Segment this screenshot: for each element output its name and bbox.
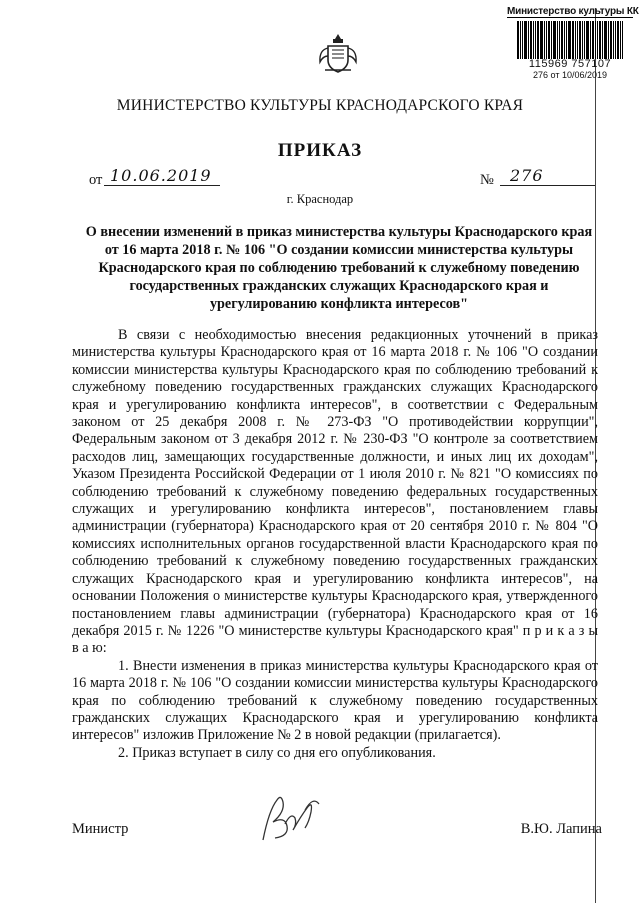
barcode-bar xyxy=(602,21,603,59)
barcode-bar xyxy=(535,21,536,59)
barcode-bar xyxy=(577,21,578,59)
document-type: ПРИКАЗ xyxy=(277,140,363,161)
barcode-bar xyxy=(557,21,558,59)
barcode-bar xyxy=(590,21,591,59)
barcode-bar xyxy=(520,21,521,59)
barcode-bar xyxy=(551,21,552,59)
barcode-bar xyxy=(524,21,527,59)
preamble-paragraph: В связи с необходимостью внесения редакционных уточнений в приказ министерства культуры Краснодарского края от 16 марта 2018 г. № 106 "О создании комиссии министерства культуры Краснодарского края по соблюдению требований к служебному поведению государственных гражданских служащих Краснодарского края и урегулированию конфликта интересов", в соответствии с Федеральным законом от 25 декабря 2008 г. № 273-ФЗ "О противодействии коррупции", Федеральным законом от 3 декабря 2012 г. № 230-ФЗ "О контроле за соответствием расходов лиц, замещающих государственные должности, и иных лиц их доходам", Указом Президента Российской Федерации от 1 июля 2010 г. № 821 "О комиссиях по соблюдению требований к служебному поведению федеральных государственных служащих и урегулированию конфликта интересов", постановлением главы администрации (губернатора) Краснодарского края от 20 сентября 2010 г. № 804 "О комиссиях исполнительных органов государственной власти Краснодарского края по соблюдению требований к служебному поведению государственных гражданских служащих Краснодарского края и урегулированию конфликта интересов", на основании Положения о министерстве культуры Краснодарского края, утвержденного постановлением главы администрации (губернатора) Краснодарского края от 16 декабря 2015 г. № 1226 "О министерстве культуры Краснодарского края" п р и к а з ы в а ю: xyxy=(72,327,598,657)
barcode-bar xyxy=(546,21,547,59)
number-value: 276 xyxy=(510,166,544,185)
ministry-name: МИНИСТЕРСТВО КУЛЬТУРЫ КРАСНОДАРСКОГО КРАЯ xyxy=(116,97,524,114)
barcode-bar xyxy=(540,21,543,59)
item-1-paragraph: 1. Внести изменения в приказ министерства культуры Краснодарского края от 16 марта 2018 г. № 106 "О создании комиссии министерства культуры Краснодарского края по соблюдению требований к служебному поведению государственных гражданских служащих Краснодарского края и урегулированию конфликта интересов" изложив Приложение № 2 в новой редакции (прилагается). xyxy=(72,657,598,744)
signatory-title: Министр xyxy=(72,821,129,837)
signatory-name: В.Ю. Лапина xyxy=(520,821,602,837)
barcode-bar xyxy=(559,21,560,59)
barcode-bar xyxy=(617,21,619,59)
barcode-bar xyxy=(613,21,614,59)
barcode-bar xyxy=(597,21,598,59)
document-body xyxy=(72,327,598,762)
barcode-bar xyxy=(615,21,616,59)
barcode-bar xyxy=(517,21,519,59)
barcode-bar xyxy=(592,21,594,59)
stamp-title: Министерство культуры КК xyxy=(507,6,639,17)
city: г. Краснодар xyxy=(286,192,354,206)
barcode-bar xyxy=(579,21,581,59)
barcode-bar xyxy=(599,21,601,59)
stamp-number: 115969 757107 xyxy=(528,58,612,70)
barcode-bar xyxy=(584,21,585,59)
handwritten-signature xyxy=(255,790,330,845)
date-underline xyxy=(104,185,220,186)
barcode-bar xyxy=(537,21,539,59)
stamp-registration: 276 от 10/06/2019 xyxy=(533,70,607,80)
number-underline xyxy=(500,185,595,186)
barcode-bar xyxy=(544,21,545,59)
date-value: 10.06.2019 xyxy=(110,166,212,185)
barcode-bar xyxy=(568,21,571,59)
barcode-bar xyxy=(622,21,623,59)
coat-of-arms-icon xyxy=(316,32,360,76)
barcode-bar xyxy=(620,21,621,59)
barcode-bar xyxy=(610,21,612,59)
barcode-bar xyxy=(522,21,523,59)
item-2-paragraph: 2. Приказ вступает в силу со дня его опубликования. xyxy=(118,744,436,761)
barcode xyxy=(507,21,633,59)
barcode-bar xyxy=(604,21,607,59)
barcode-bar xyxy=(530,21,532,59)
barcode-bar xyxy=(528,21,529,59)
barcode-bar xyxy=(564,21,565,59)
barcode-bar xyxy=(548,21,550,59)
barcode-bar xyxy=(608,21,609,59)
date-label: от xyxy=(89,172,103,188)
document-title: О внесении изменений в приказ министерства культуры Краснодарского края от 16 марта 2018 г. № 106 "О создании комиссии министерства культуры Краснодарского края по соблюдению требований к служебному поведению государственных гражданских служащих Краснодарского края и урегулированию конфликта интересов" xyxy=(85,224,593,312)
barcode-bar xyxy=(575,21,576,59)
number-label: № xyxy=(480,172,494,188)
barcode-bar xyxy=(582,21,583,59)
barcode-bar xyxy=(572,21,574,59)
barcode-bar xyxy=(566,21,567,59)
registration-stamp xyxy=(507,6,639,80)
barcode-bar xyxy=(533,21,534,59)
barcode-bar xyxy=(561,21,563,59)
barcode-bar xyxy=(553,21,556,59)
barcode-bar xyxy=(586,21,589,59)
barcode-bar xyxy=(595,21,596,59)
